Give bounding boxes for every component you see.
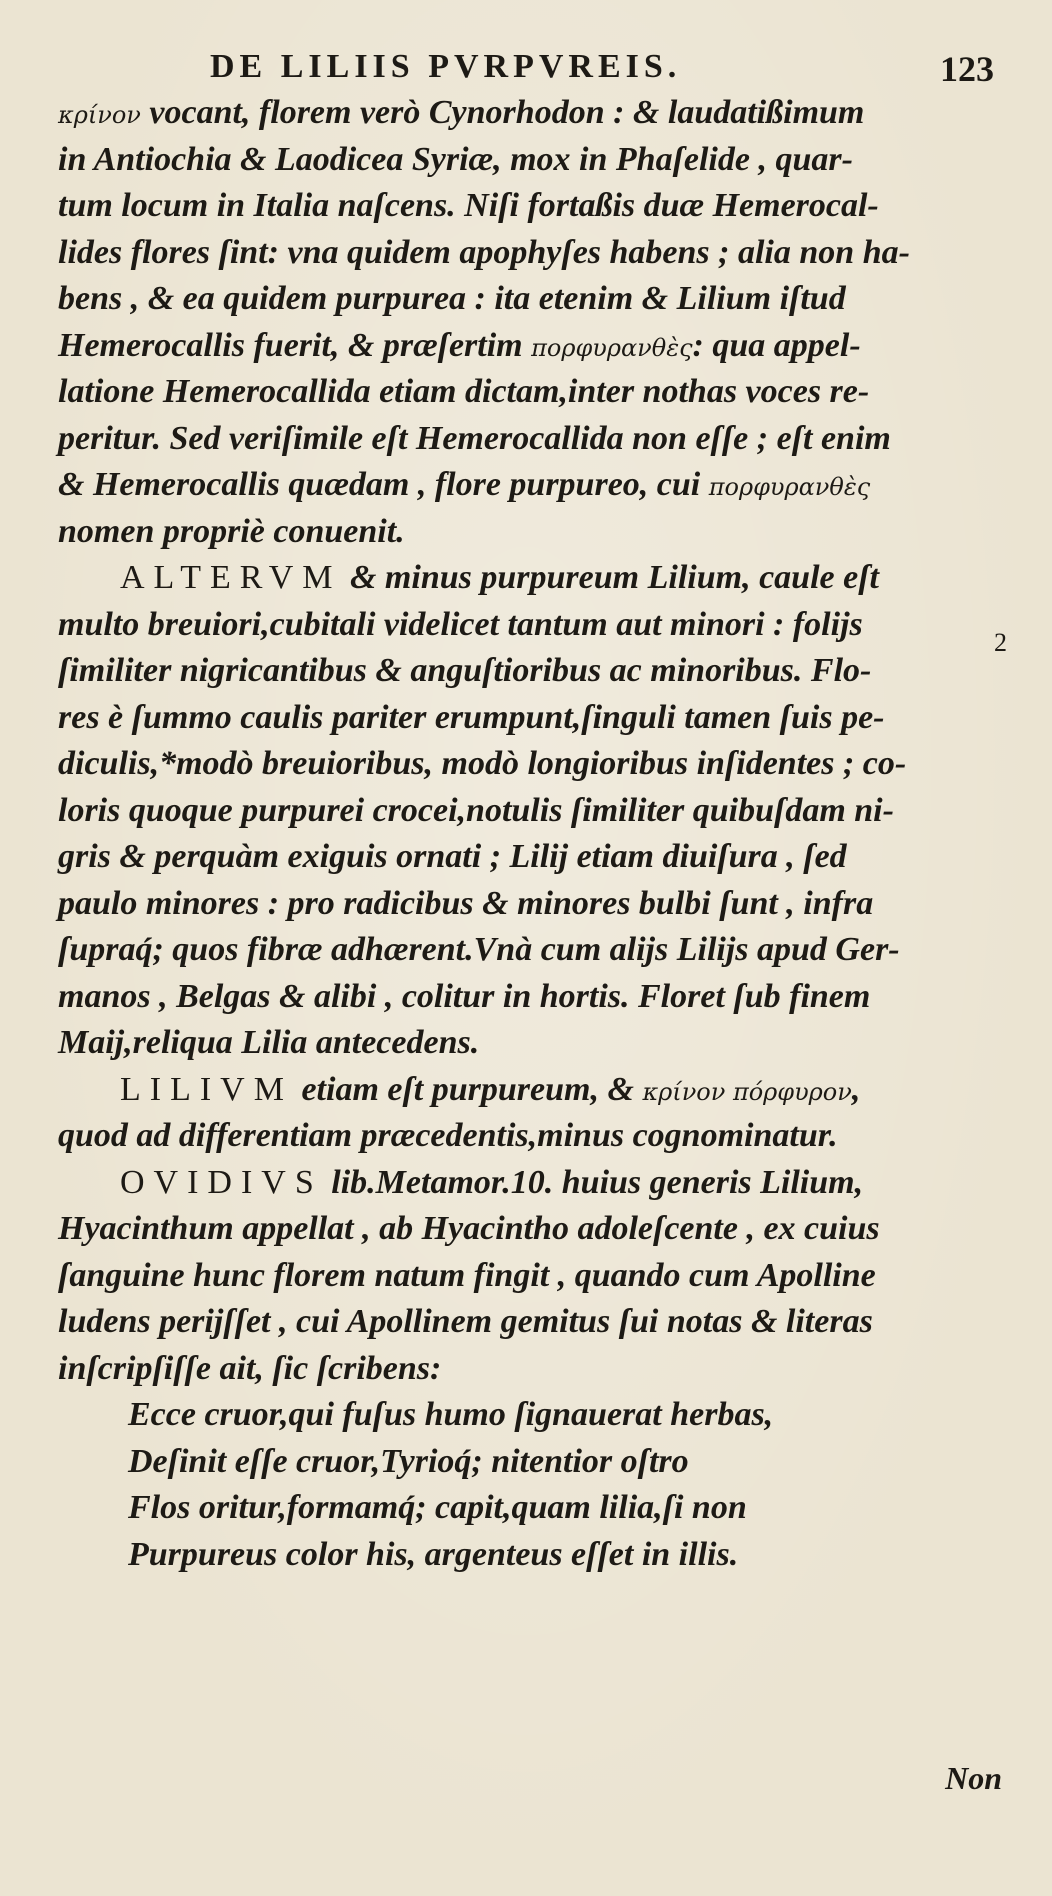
text-span: quod ad differentiam præcedentis,minus cognominatur. — [58, 1117, 838, 1154]
text-span: diculis,*modò breuioribus, modò longioribus inſidentes ; co- — [58, 745, 907, 782]
text-span: latione Hemerocallida etiam dictam,inter nothas voces re- — [58, 373, 870, 410]
text-span: & minus purpureum Lilium, caule eſt — [341, 559, 879, 596]
verse-line — [58, 1439, 1008, 1486]
text-span: ludens perijſſet , cui Apollinem gemitus ſui notas & literas — [58, 1303, 873, 1340]
text-span: vocant, florem verò Cynorhodon : & laudatißimum — [140, 94, 865, 131]
text-span: , — [851, 1070, 861, 1108]
text-span: in Antiochia & Laodicea Syriæ, mox in Phaſelide , quar- — [58, 140, 853, 178]
running-head: DE LILIIS PVRPVREIS. — [210, 48, 682, 85]
verse-line — [58, 1532, 1008, 1579]
text-line — [58, 1206, 1008, 1253]
paragraph-initial-word: OVIDIVS — [120, 1163, 323, 1201]
text-line — [58, 555, 1008, 602]
text-span: bens , & ea quidem purpurea : ita etenim & Lilium iſtud — [58, 280, 846, 317]
greek-word: πορφυρανθὲς — [531, 333, 693, 362]
text-line — [58, 276, 1008, 323]
paragraph-initial-word: ALTERVM — [120, 559, 342, 596]
text-line — [58, 509, 1008, 556]
text-span: manos , Belgas & alibi , colitur in hortis. Floret ſub finem — [58, 977, 871, 1015]
text-span: & Hemerocallis quædam , flore purpureo, cui — [58, 466, 709, 503]
text-line — [58, 1160, 1008, 1207]
text-span: Hemerocallis fuerit, & præſertim — [58, 326, 532, 364]
text-line — [58, 741, 1008, 788]
text-span: Ecce cruor,qui fuſus humo ſignauerat herbas, — [128, 1396, 774, 1433]
text-span: ſupraq́; quos fibræ adhærent.Vnà cum alijs Lilijs apud Ger- — [58, 931, 900, 968]
text-span: Deſinit eſſe cruor,Tyrioq́; nitentior oſtro — [128, 1442, 689, 1480]
text-line — [58, 881, 1008, 928]
text-span: etiam eſt purpureum, & — [292, 1070, 643, 1108]
text-span: nomen propriè conuenit. — [58, 512, 405, 550]
text-span: tum locum in Italia naſcens. Niſi fortaßis duæ Hemerocal- — [58, 187, 879, 224]
greek-word: πορφυρανθὲς — [708, 473, 871, 501]
text-line — [58, 834, 1008, 881]
text-line — [58, 602, 1008, 649]
text-span: ſanguine hunc florem natum fingit , quando cum Apolline — [58, 1256, 876, 1294]
text-span: Hyacinthum appellat , ab Hyacintho adoleſcente , ex cuius — [58, 1210, 880, 1247]
text-span: gris & perquàm exiguis ornati ; Lilij etiam diuiſura , ſed — [58, 838, 847, 875]
text-span: paulo minores : pro radicibus & minores bulbi ſunt , infra — [58, 884, 874, 922]
text-line — [58, 1346, 1008, 1393]
page-number: 123 — [940, 49, 994, 89]
text-line — [58, 927, 1008, 974]
text-line — [58, 1067, 1008, 1114]
text-line — [58, 137, 1008, 184]
text-span: Flos oritur,formamq́; capit,quam lilia,ſi non — [128, 1489, 747, 1526]
greek-word: κρίνον — [58, 101, 141, 129]
text-line — [58, 369, 1008, 416]
text-line — [58, 648, 1008, 695]
text-line — [58, 1299, 1008, 1346]
text-span: res è ſummo caulis pariter erumpunt,ſinguli tamen ſuis pe- — [58, 698, 885, 736]
text-line — [58, 788, 1008, 835]
text-line — [58, 230, 1008, 277]
verse-line — [58, 1485, 1008, 1532]
text-line — [58, 90, 1008, 137]
text-line — [58, 1020, 1008, 1067]
text-line — [58, 695, 1008, 742]
text-span: multo breuiori,cubitali videlicet tantum aut minori : folijs — [58, 605, 863, 643]
greek-word: κρίνον πόρφυρον — [642, 1077, 852, 1106]
paragraph-initial-word: LILIVM — [120, 1070, 293, 1108]
body-text — [58, 90, 1008, 1578]
text-span: Maij,reliqua Lilia antecedens. — [58, 1024, 480, 1061]
text-line — [58, 1253, 1008, 1300]
text-line — [58, 416, 1008, 463]
text-line — [58, 974, 1008, 1021]
catchword: Non — [945, 1760, 1002, 1796]
text-span: lides flores ſint: vna quidem apophyſes habens ; alia non ha- — [58, 233, 910, 271]
text-span: loris quoque purpurei crocei,notulis ſimiliter quibuſdam ni- — [58, 791, 894, 829]
text-span: lib.Metamor.10. huius generis Lilium, — [322, 1163, 864, 1201]
margin-note: 2 — [994, 628, 1007, 657]
text-span: : qua appel- — [692, 326, 861, 364]
text-span: inſcripſiſſe ait, ſic ſcribens: — [58, 1349, 442, 1387]
text-line — [58, 462, 1008, 509]
text-span: peritur. Sed veriſimile eſt Hemerocallida non eſſe ; eſt enim — [58, 419, 891, 457]
verse-line — [58, 1392, 1008, 1439]
text-line — [58, 1113, 1008, 1160]
text-line — [58, 323, 1008, 370]
text-span: ſimiliter nigricantibus & anguſtioribus ac minoribus. Flo- — [58, 652, 872, 689]
text-span: Purpureus color his, argenteus eſſet in illis. — [128, 1535, 739, 1573]
text-line — [58, 183, 1008, 230]
